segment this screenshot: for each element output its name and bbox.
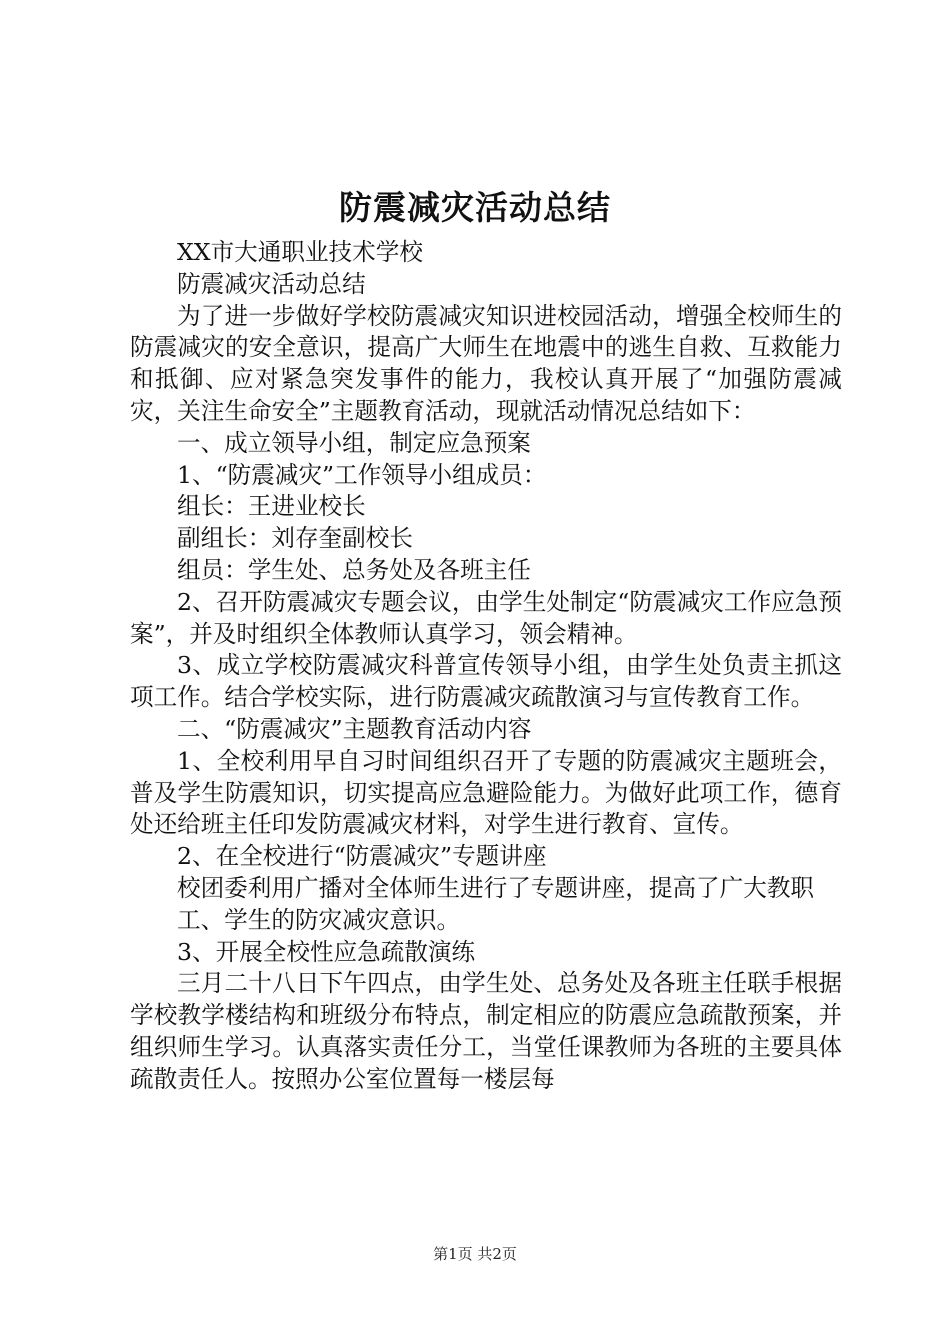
document-body	[130, 237, 842, 1096]
paragraph-item: 组员：学生处、总务处及各班主任	[177, 555, 531, 584]
paragraph-item: 三月二十八日下午四点，由学生处、总务处及各班主任联手根据学校教学楼结构和班级分布特点，制定相应的防震应急疏散预案，并组织师生学习。认真落实责任分工，当堂任课教师为各班的主要具体疏散责任人。按照办公室位置每一楼层每	[130, 969, 842, 1093]
paragraph-item: 1、“防震减灾”工作领导小组成员：	[177, 460, 547, 489]
document-title: 防震减灾活动总结	[339, 188, 611, 227]
paragraph-item: 组长：王进业校长	[177, 492, 366, 521]
paragraph-item: 副组长：刘存奎副校长	[177, 524, 413, 553]
section-heading-2: 二、“防震减灾”主题教育活动内容	[177, 714, 532, 743]
paragraph-subtitle: 防震减灾活动总结	[177, 269, 366, 298]
page-footer: 第1页 共2页	[433, 1245, 517, 1263]
section-heading-1: 一、成立领导小组，制定应急预案	[177, 428, 531, 457]
paragraph-item: 3、成立学校防震减灾科普宣传领导小组，由学生处负责主抓这项工作。结合学校实际，进行防震减灾疏散演习与宣传教育工作。	[130, 651, 842, 712]
paragraph-item: 3、开展全校性应急疏散演练	[177, 937, 476, 966]
paragraph-item: 1、全校利用早自习时间组织召开了专题的防震减灾主题班会，普及学生防震知识，切实提高应急避险能力。为做好此项工作，德育处还给班主任印发防震减灾材料，对学生进行教育、宣传。	[130, 746, 842, 839]
paragraph-item: 工、学生的防灾减灾意识。	[177, 905, 461, 934]
paragraph-item: 2、在全校进行“防震减灾”专题讲座	[177, 842, 547, 871]
paragraph-item: 2、召开防震减灾专题会议，由学生处制定“防震减灾工作应急预案”，并及时组织全体教师认真学习，领会精神。	[130, 587, 842, 648]
paragraph-school-name: XX市大通职业技术学校	[177, 238, 423, 266]
paragraph-intro: 为了进一步做好学校防震减灾知识进校园活动，增强全校师生的防震减灾的安全意识，提高广大师生在地震中的逃生自救、互救能力和抵御、应对紧急突发事件的能力，我校认真开展了“加强防震减灾，关注生命安全”主题教育活动，现就活动情况总结如下：	[130, 301, 842, 425]
paragraph-item: 校团委利用广播对全体师生进行了专题讲座，提高了广大教职	[177, 873, 815, 902]
